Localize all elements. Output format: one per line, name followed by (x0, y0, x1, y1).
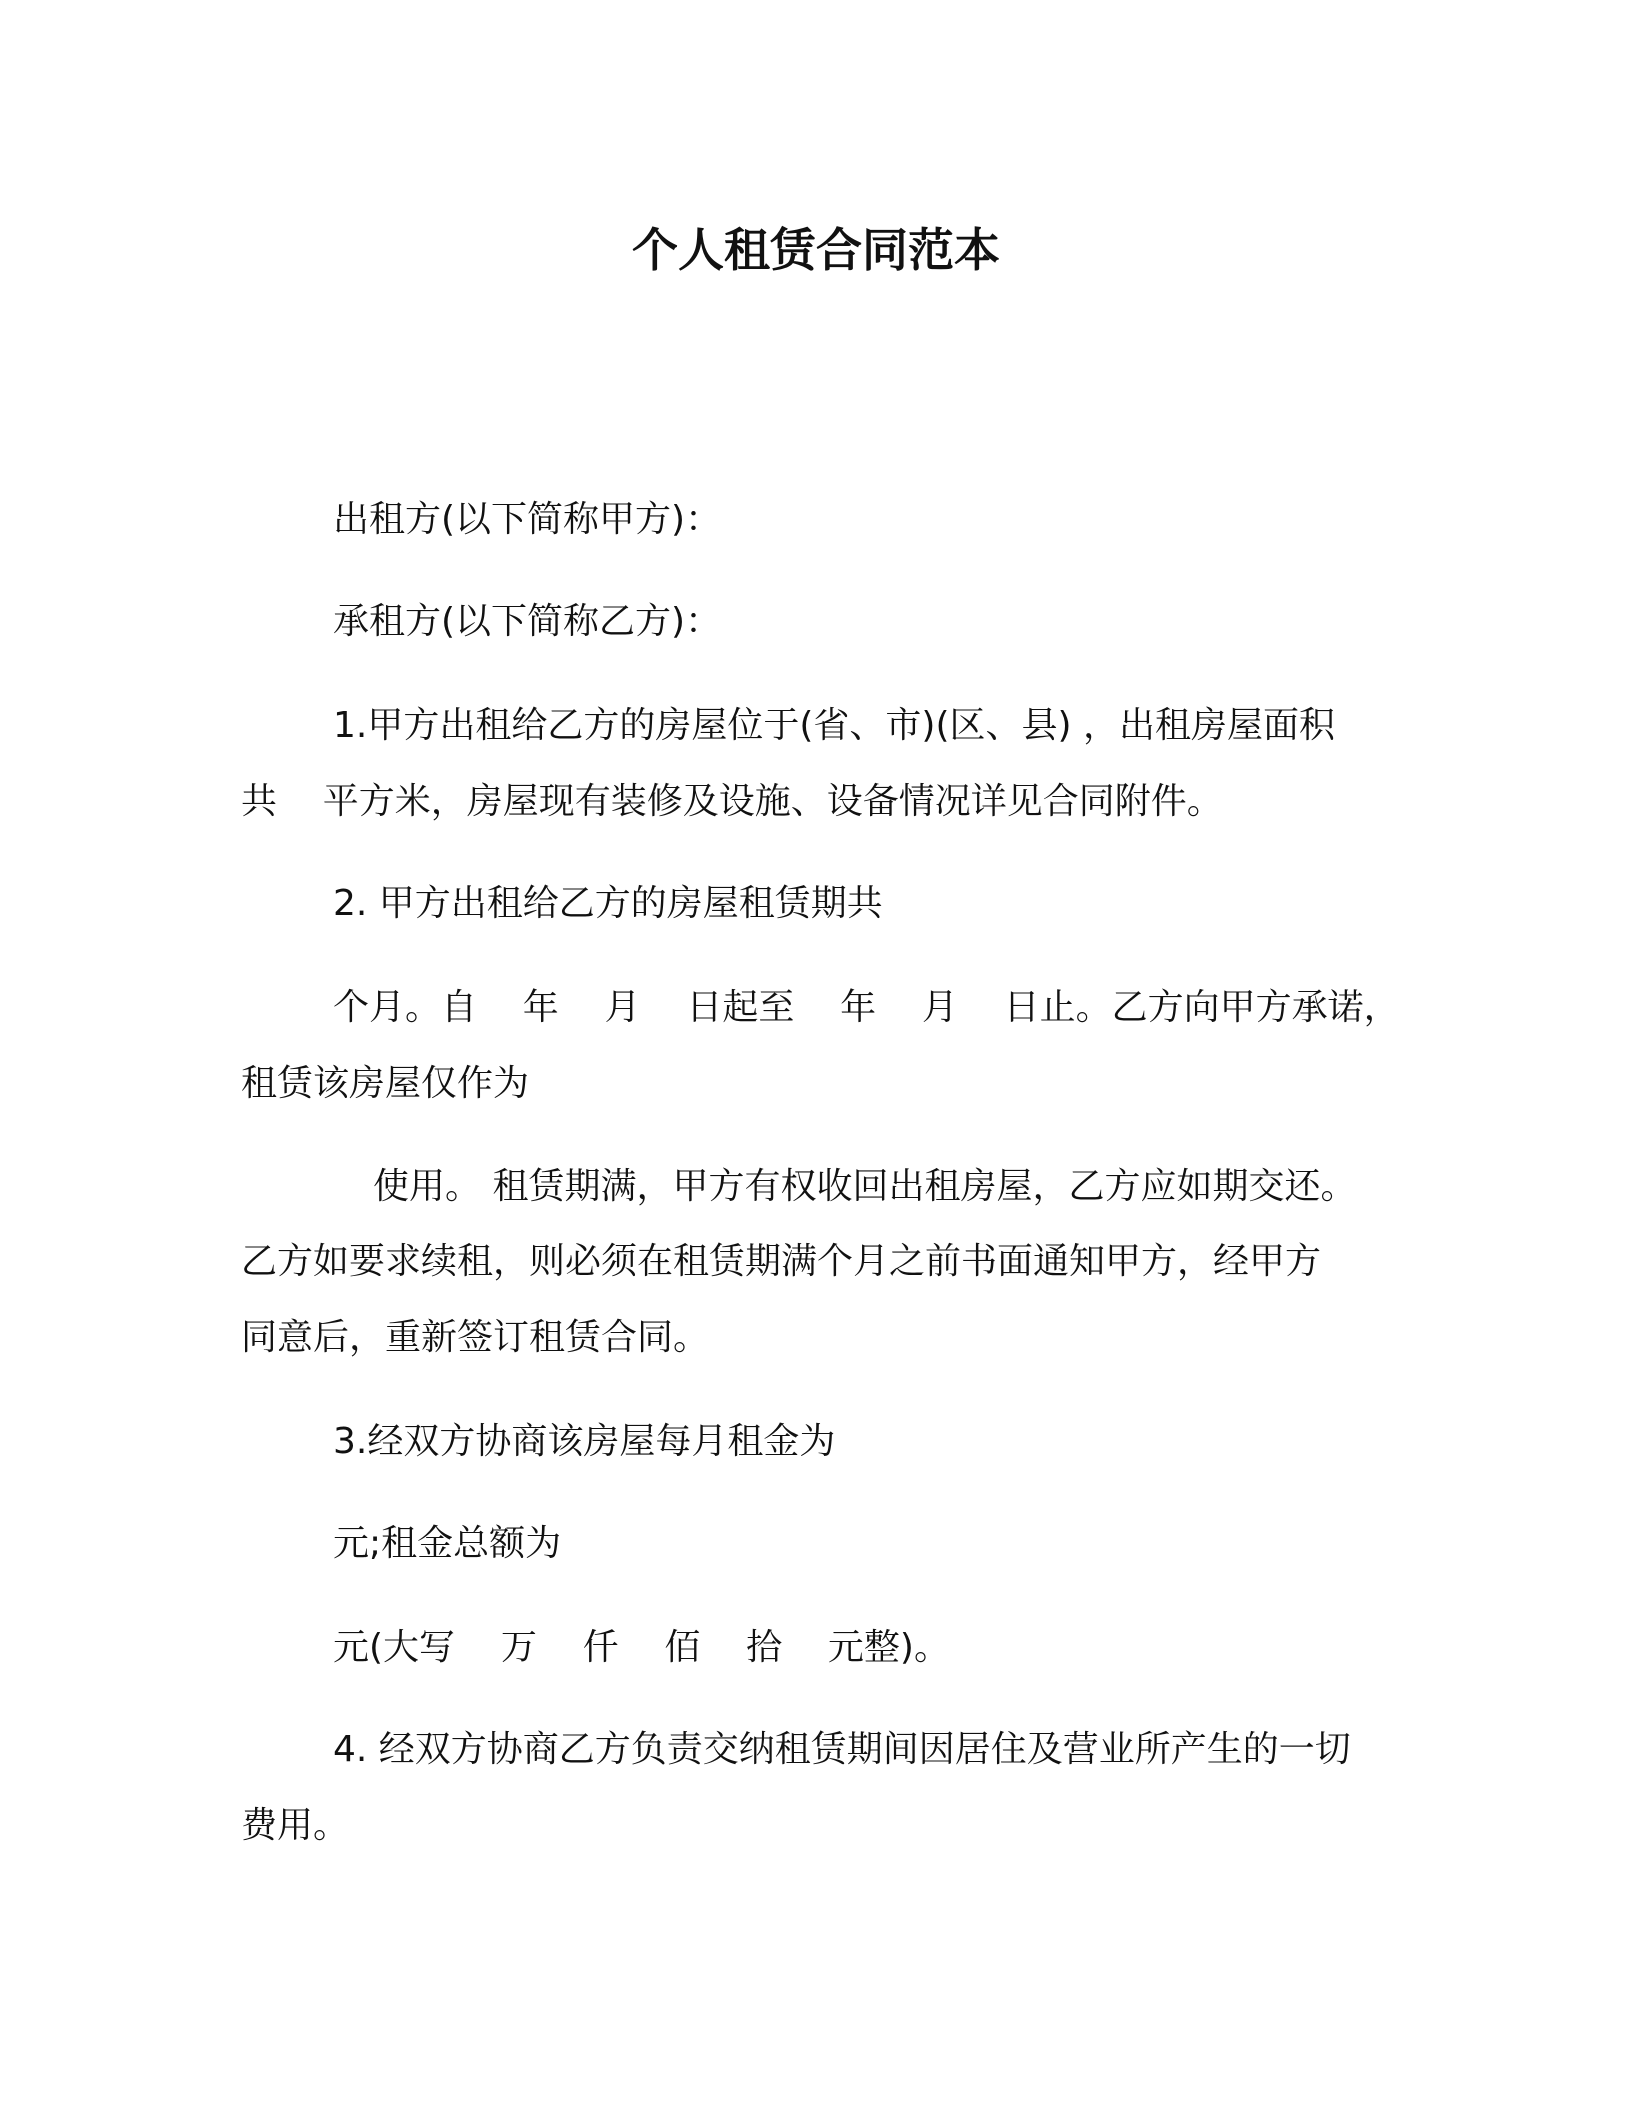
document-title: 个人租赁合同范本 (632, 223, 1000, 277)
clause-2-line-4: 使用。 租赁期满，甲方有权收回出租房屋，乙方应如期交还。 (373, 1166, 1357, 1207)
clause-2-line-1: 2. 甲方出租给乙方的房屋租赁期共 (333, 883, 883, 924)
clause-1-line-1: 1.甲方出租给乙方的房屋位于(省、市)(区、县) ，出租房屋面积 (333, 705, 1335, 746)
clause-4-line-2: 费用。 (241, 1805, 350, 1846)
clause-2-line-2: 个月。自 年 月 日起至 年 月 日止。乙方向甲方承诺， (333, 987, 1400, 1028)
clause-2-line-6: 同意后，重新签订租赁合同。 (241, 1317, 710, 1358)
clause-4-line-1: 4. 经双方协商乙方负责交纳租赁期间因居住及营业所产生的一切 (333, 1729, 1351, 1770)
clause-2-line-3: 租赁该房屋仅作为 (241, 1063, 530, 1104)
clause-3-line-2: 元;租金总额为 (333, 1523, 562, 1564)
lessor-line: 出租方(以下简称甲方)： (333, 499, 722, 540)
clause-3-line-3: 元(大写 万 仟 佰 拾 元整)。 (333, 1627, 950, 1668)
clause-1-line-2: 共 平方米，房屋现有装修及设施、设备情况详见合同附件。 (241, 781, 1223, 822)
clause-3-line-1: 3.经双方协商该房屋每月租金为 (333, 1421, 836, 1462)
lessee-line: 承租方(以下简称乙方)： (333, 601, 722, 642)
clause-2-line-5: 乙方如要求续租，则必须在租赁期满个月之前书面通知甲方，经甲方 (241, 1241, 1322, 1282)
